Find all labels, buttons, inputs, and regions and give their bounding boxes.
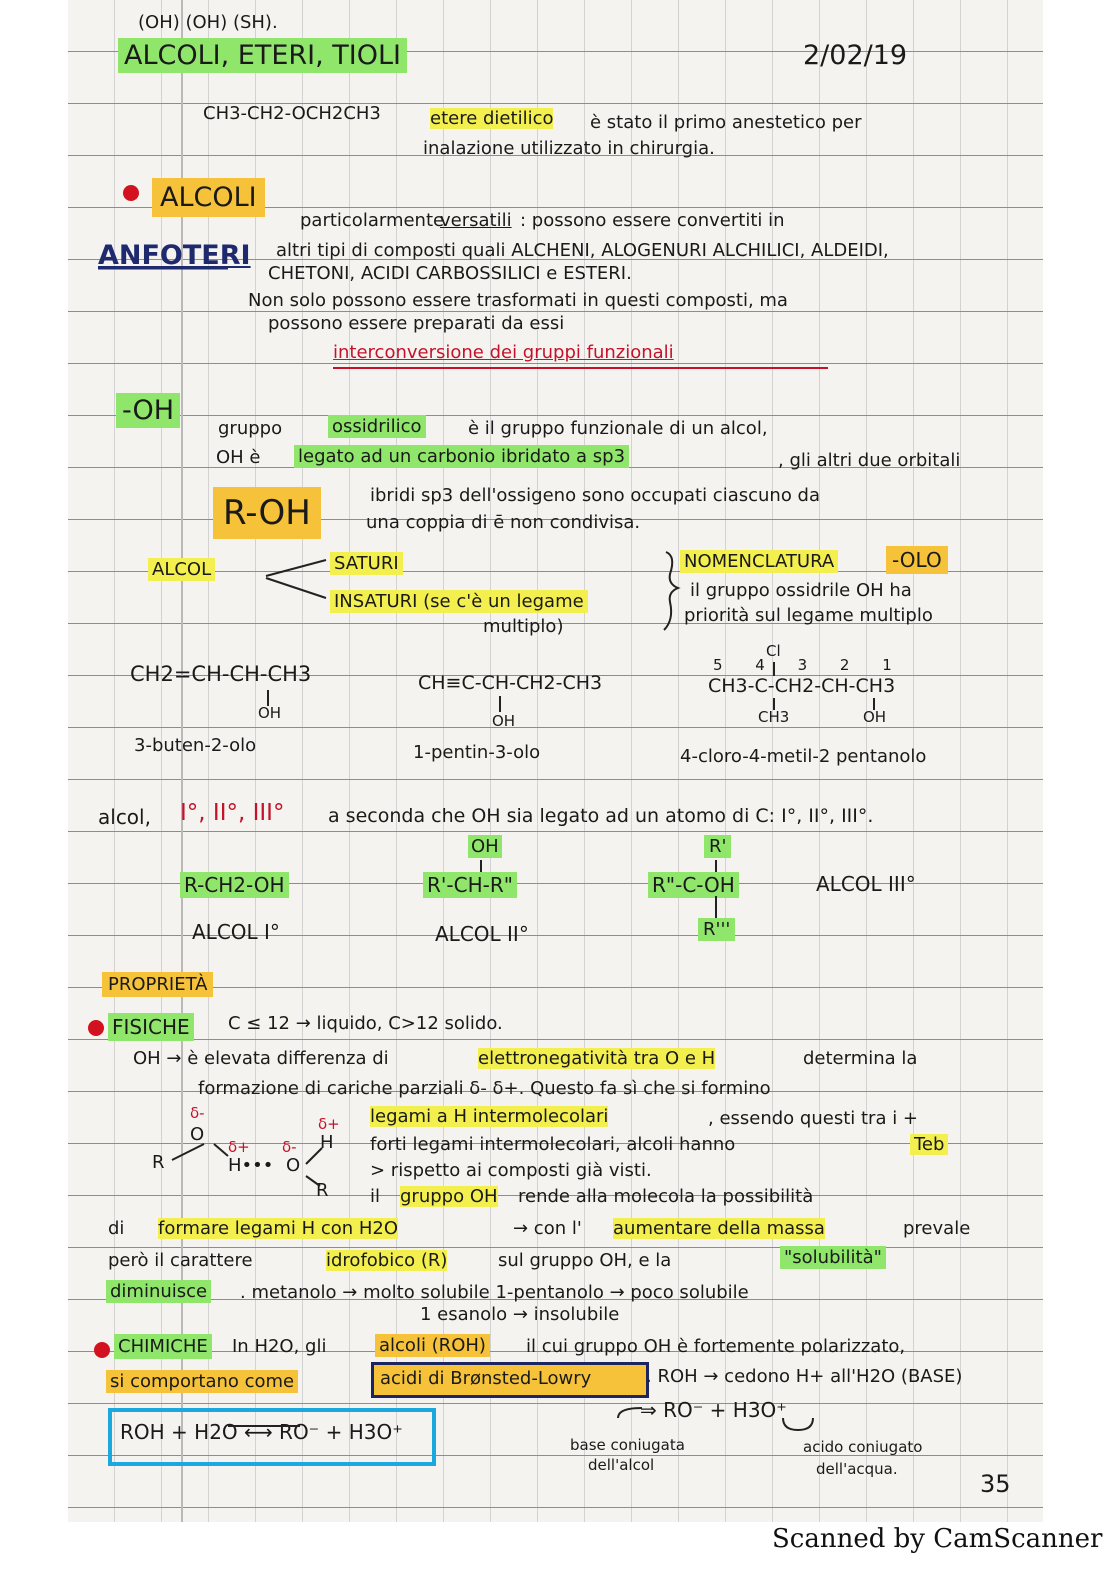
prop-line8d: "solubilità" [780,1246,886,1269]
example-3-cl: Cl [766,642,781,660]
prop-line6c: rende alla molecola la possibilità [518,1186,814,1207]
page-title: ALCOLI, ETERI, TIOLI [118,38,407,73]
tertiary-label: ALCOL III° [816,872,916,896]
prop-line8a: però il carattere [108,1250,253,1271]
prop-line6b: gruppo OH [400,1186,498,1207]
prop-line9b: . metanolo → molto solubile 1-pentanolo → poco solubile [240,1282,749,1303]
prop-line7e: prevale [903,1218,971,1239]
priority-note-2: priorità sul legame multiplo [684,605,933,626]
oh-line1a: gruppo [218,418,283,439]
prop-line7a: di [108,1218,125,1239]
alcoli-line1b: versatili [440,210,512,231]
insaturi-label-2: multiplo) [483,616,564,637]
roh-formula: R-OH [213,487,321,539]
ether-text-2: inalazione utilizzato in chirurgia. [423,138,715,159]
hb-dplus-1: δ+ [318,1115,340,1133]
hb-dminus-2: δ- [282,1138,297,1156]
oh-group: -OH [116,393,180,428]
prop-line7c: → con l' [513,1218,582,1239]
prop-line6a: il [370,1186,381,1207]
alcoli-line5: possono essere preparati da essi [268,313,565,334]
reaction-products: ⇒ RO⁻ + H3O⁺ [640,1398,787,1422]
priority-note-1: il gruppo ossidrile OH ha [690,580,912,601]
example-1-oh: OH [258,704,282,722]
secondary-label: ALCOL II° [435,922,529,946]
hb-o1: O [190,1124,205,1145]
hb-r2: R [316,1180,329,1201]
secondary-oh: OH [468,835,502,858]
prop-line8b: idrofobico (R) [326,1250,448,1271]
example-3-numbers: 5 4 3 2 1 [713,656,906,674]
example-1-name: 3-buten-2-olo [134,735,257,756]
notebook-page [68,0,1043,1522]
example-3-name: 4-cloro-4-metil-2 pentanolo [680,746,927,767]
prop-line1b: elettronegatività tra O e H [478,1048,716,1069]
example-1-formula: CH2=CH-CH-CH3 [130,662,312,686]
classification-brace [664,552,678,630]
sketch-strokes [68,0,1043,1522]
secondary-alcohol: R'-CH-R" [423,872,517,898]
date: 2/02/19 [803,40,908,71]
page-number: 35 [980,1470,1011,1498]
prop-line4b: Teb [910,1134,948,1155]
hb-bond-1 [172,1144,204,1160]
example-3-oh: OH [863,708,887,726]
fisiche-heading: FISICHE [108,1013,194,1041]
chem-line1a: In H2O, gli [232,1336,327,1357]
anfoteri-label: ANFOTERI [98,240,251,271]
reaction-equation: ROH + H2O ⟷ RO⁻ + H3O⁺ [120,1420,403,1444]
oh-line3: ibridi sp3 dell'ossigeno sono occupati ciascuno da [370,485,821,506]
base-conj-1: base coniugata [570,1436,685,1454]
olo-suffix: -OLO [886,546,948,574]
degree-line-b: I°, II°, III° [180,800,285,826]
example-2-oh: OH [492,712,516,730]
fisiche-text: C ≤ 12 → liquido, C>12 solido. [228,1013,503,1034]
alcoli-line1a: particolarmente [300,210,445,231]
branch-saturi [266,560,326,576]
oh-line2a: OH è [216,447,261,468]
prop-line2: formazione di cariche parziali δ- δ+. Questo fa sì che si formino [198,1078,771,1099]
degree-line-c: a seconda che OH sia legato ad un atomo di C: I°, II°, III°. [328,805,874,827]
nomenclatura-label: NOMENCLATURA [680,550,838,573]
chem-line1b: alcoli (ROH) [375,1334,490,1357]
primary-label: ALCOL I° [192,920,280,944]
oh-line2c: , gli altri due orbitali [778,450,961,471]
alcoli-line3: CHETONI, ACIDI CARBOSSILICI e ESTERI. [268,263,632,284]
hb-r1: R [152,1152,165,1173]
prop-line1c: determina la [803,1048,918,1069]
acid-conj-1: acido coniugato [803,1438,923,1456]
ether-text-1: è stato il primo anestetico per [590,112,862,133]
saturi-label: SATURI [330,552,403,575]
oh-line4: una coppia di ē non condivisa. [366,512,641,533]
chem-line2b: acidi di Brønsted-Lowry [380,1368,592,1389]
insaturi-label: INSATURI (se c'è un legame [330,590,588,613]
title-groups: (OH) (OH) (SH). [138,12,278,33]
hb-h1: H [320,1132,334,1153]
alcoli-line4: Non solo possono essere trasformati in questi composti, ma [248,290,788,311]
hb-dminus-1: δ- [190,1104,205,1122]
hb-o2: O [286,1155,301,1176]
chimiche-heading: CHIMICHE [114,1334,212,1359]
hb-dplus-2: δ+ [228,1138,250,1156]
chem-line1c: il cui gruppo OH è fortemente polarizzato, [526,1336,906,1357]
branch-insaturi [266,578,326,598]
prop-line3b: , essendo questi tra i + [708,1108,918,1129]
prop-line1a: OH → è elevata differenza di [133,1048,389,1069]
prop-line5: > rispetto ai composti già visti. [370,1160,652,1181]
example-3-formula: CH3-C-CH2-CH-CH3 [708,675,896,697]
degree-line-a: alcol, [98,805,151,829]
acid-conj-2: dell'acqua. [816,1460,898,1478]
prop-line4a: forti legami intermolecolari, alcoli hanno [370,1134,736,1155]
alcoli-heading: ALCOLI [152,178,265,217]
oh-line1b: ossidrilico [328,415,426,438]
chem-line2c: . ROH → cedono H+ all'H2O (BASE) [646,1366,963,1387]
primary-alcohol: R-CH2-OH [180,872,289,898]
interconversion-note: interconversione dei gruppi funzionali [333,342,674,363]
example-2-formula: CH≡C-CH-CH2-CH3 [418,672,603,694]
alcol-label: ALCOL [148,558,215,581]
oh-line1c: è il gruppo funzionale di un alcol, [468,418,768,439]
ether-formula: CH3-CH2-OCH2CH3 [203,103,381,124]
prop-line7b: formare legami H con H2O [158,1218,399,1239]
example-2-name: 1-pentin-3-olo [413,742,541,763]
ether-highlight: etere dietilico [430,108,554,129]
prop-line8c: sul gruppo OH, e la [498,1250,672,1271]
hb-h2: H••• [228,1155,274,1176]
prop-line10: 1 esanolo → insolubile [420,1304,620,1325]
chem-line2a: si comportano come [106,1370,298,1393]
alcoli-line1c: : possono essere convertiti in [520,210,785,231]
alcoli-line2: altri tipi di composti quali ALCHENI, ALOGENURI ALCHILICI, ALDEIDI, [276,240,889,261]
base-conj-2: dell'alcol [588,1456,655,1474]
example-3-ch3: CH3 [758,708,790,726]
prop-line3a: legami a H intermolecolari [370,1106,609,1127]
prop-line9a: diminuisce [106,1280,211,1303]
tertiary-top: R' [704,835,731,858]
prop-line7d: aumentare della massa [613,1218,825,1239]
tertiary-bottom: R''' [698,918,735,941]
tertiary-alcohol: R"-C-OH [648,872,739,898]
properties-heading: PROPRIETÀ [102,972,213,997]
scanner-watermark: Scanned by CamScanner [772,1524,1103,1554]
oh-line2b: legato ad un carbonio ibridato a sp3 [294,445,629,468]
